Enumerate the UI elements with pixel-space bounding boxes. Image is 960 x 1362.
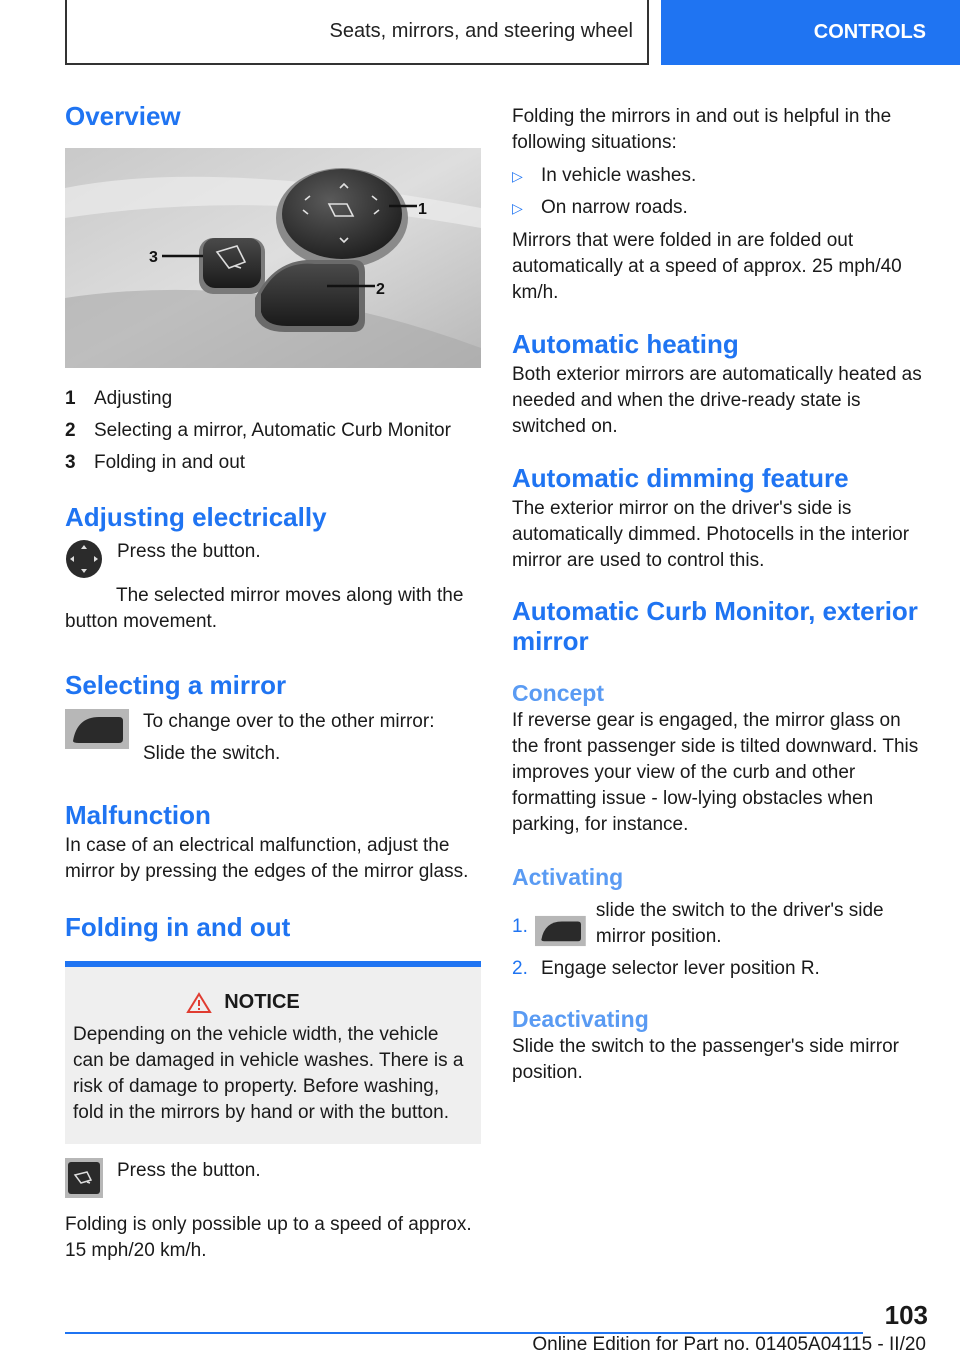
selecting-heading: Selecting a mirror: [65, 670, 287, 700]
list-item: [512, 898, 928, 950]
legend-item: [65, 383, 481, 415]
folding-text-2: Folding is only possible up to a speed of approx. 15 mph/20 km/h.: [65, 1214, 472, 1261]
legend-number: 1: [65, 388, 76, 409]
mirror-adjust-knob-icon: [65, 539, 103, 579]
legend-text: Adjusting: [94, 388, 173, 409]
callout-1: 1: [418, 201, 427, 218]
activating-steps: [512, 898, 928, 982]
curb-monitor-heading: Automatic Curb Monitor, exterior mirror: [512, 596, 918, 656]
legend-item: [65, 447, 481, 479]
footer-edition: Online Edition for Part no. 01405A04115 - II/20: [532, 1334, 926, 1355]
situation-list: [512, 160, 928, 224]
legend-text: Selecting a mirror, Automatic Curb Monitor: [94, 420, 451, 441]
legend-item: [65, 415, 481, 447]
legend-number: 2: [65, 420, 76, 441]
adjusting-text-1: Press the button.: [117, 541, 261, 562]
folding-intro-text: Folding the mirrors in and out is helpful in the following situations:: [512, 106, 892, 153]
legend-number: 3: [65, 452, 76, 473]
folding-block: [65, 1158, 481, 1198]
deactivating-text: Slide the switch to the passenger's side mirror position.: [512, 1036, 899, 1083]
mirror-select-switch-icon: [65, 709, 129, 749]
callout-2: 2: [376, 281, 385, 298]
concept-text: If reverse gear is engaged, the mirror glass on the front passenger side is tilted downward. This improves your view of the curb and other formatting issue - low-lying obstacles when parking, for instance.: [512, 710, 919, 835]
list-item-text: In vehicle washes.: [541, 165, 697, 186]
heating-heading: Automatic heating: [512, 329, 739, 359]
deactivating-heading: Deactivating: [512, 1006, 649, 1032]
malfunction-text: In case of an electrical malfunction, adjust the mirror by pressing the edges of the mirror glass.: [65, 835, 469, 882]
step-text: slide the switch to the driver's side mirror position.: [595, 900, 884, 947]
folding-text-1: Press the button.: [117, 1160, 261, 1181]
heating-text: Both exterior mirrors are automatically heated as needed and when the drive-ready state is switched on.: [512, 364, 922, 437]
triangle-bullet-icon: ▷: [512, 168, 523, 184]
notice-header: [13, 991, 473, 1014]
selecting-text-2: Slide the switch.: [143, 743, 281, 764]
header-section-tab: [65, 0, 649, 65]
selecting-block: [65, 709, 481, 767]
header-section-title: Seats, mirrors, and steering wheel: [329, 20, 633, 42]
dimming-heading: Automatic dimming feature: [512, 463, 849, 493]
adjusting-text-2: The selected mirror moves along with the button movement.: [65, 585, 464, 632]
adjusting-block: [65, 539, 481, 579]
notice-title: NOTICE: [224, 991, 300, 1013]
folding-heading: Folding in and out: [65, 912, 291, 942]
triangle-bullet-icon: ▷: [512, 200, 523, 216]
step-number: 1.: [512, 916, 528, 937]
notice-box: [65, 961, 481, 1144]
dimming-text: The exterior mirror on the driver's side is automatically dimmed. Photocells in the interior mirror are used to control this.: [512, 498, 910, 571]
auto-fold-out-text: Mirrors that were folded in are folded out automatically at a speed of approx. 25 mph/40 km/h.: [512, 230, 902, 303]
list-item: [512, 160, 928, 192]
concept-heading: Concept: [512, 680, 604, 706]
warning-triangle-icon: [186, 992, 212, 1014]
list-item: [512, 192, 928, 224]
notice-text: Depending on the vehicle width, the vehicle can be damaged in vehicle washes. There is a risk of damage to property. Before washing, fold in the mirrors by hand or with the button.: [73, 1024, 464, 1123]
legend-text: Folding in and out: [94, 452, 246, 473]
mirror-fold-button-icon: [65, 1158, 103, 1198]
callout-3: 3: [149, 249, 158, 266]
left-column: [65, 100, 481, 1264]
mirror-select-switch-icon: [535, 912, 586, 950]
selecting-text-1: To change over to the other mirror:: [143, 711, 435, 732]
header-chapter-tab[interactable]: [661, 0, 960, 65]
activating-heading: Activating: [512, 864, 624, 890]
page-number: 103: [884, 1300, 928, 1330]
list-item: [512, 956, 928, 982]
step-number: 2.: [512, 958, 528, 979]
adjusting-heading: Adjusting electrically: [65, 502, 327, 532]
mirror-controls-photo: [65, 148, 481, 368]
list-item-text: On narrow roads.: [541, 197, 688, 218]
header-chapter-title: CONTROLS: [813, 21, 926, 43]
figure-legend: [65, 383, 481, 479]
malfunction-heading: Malfunction: [65, 800, 211, 830]
right-column: [512, 104, 928, 1086]
overview-heading: Overview: [65, 101, 181, 131]
step-text: Engage selector lever position R.: [541, 958, 820, 979]
